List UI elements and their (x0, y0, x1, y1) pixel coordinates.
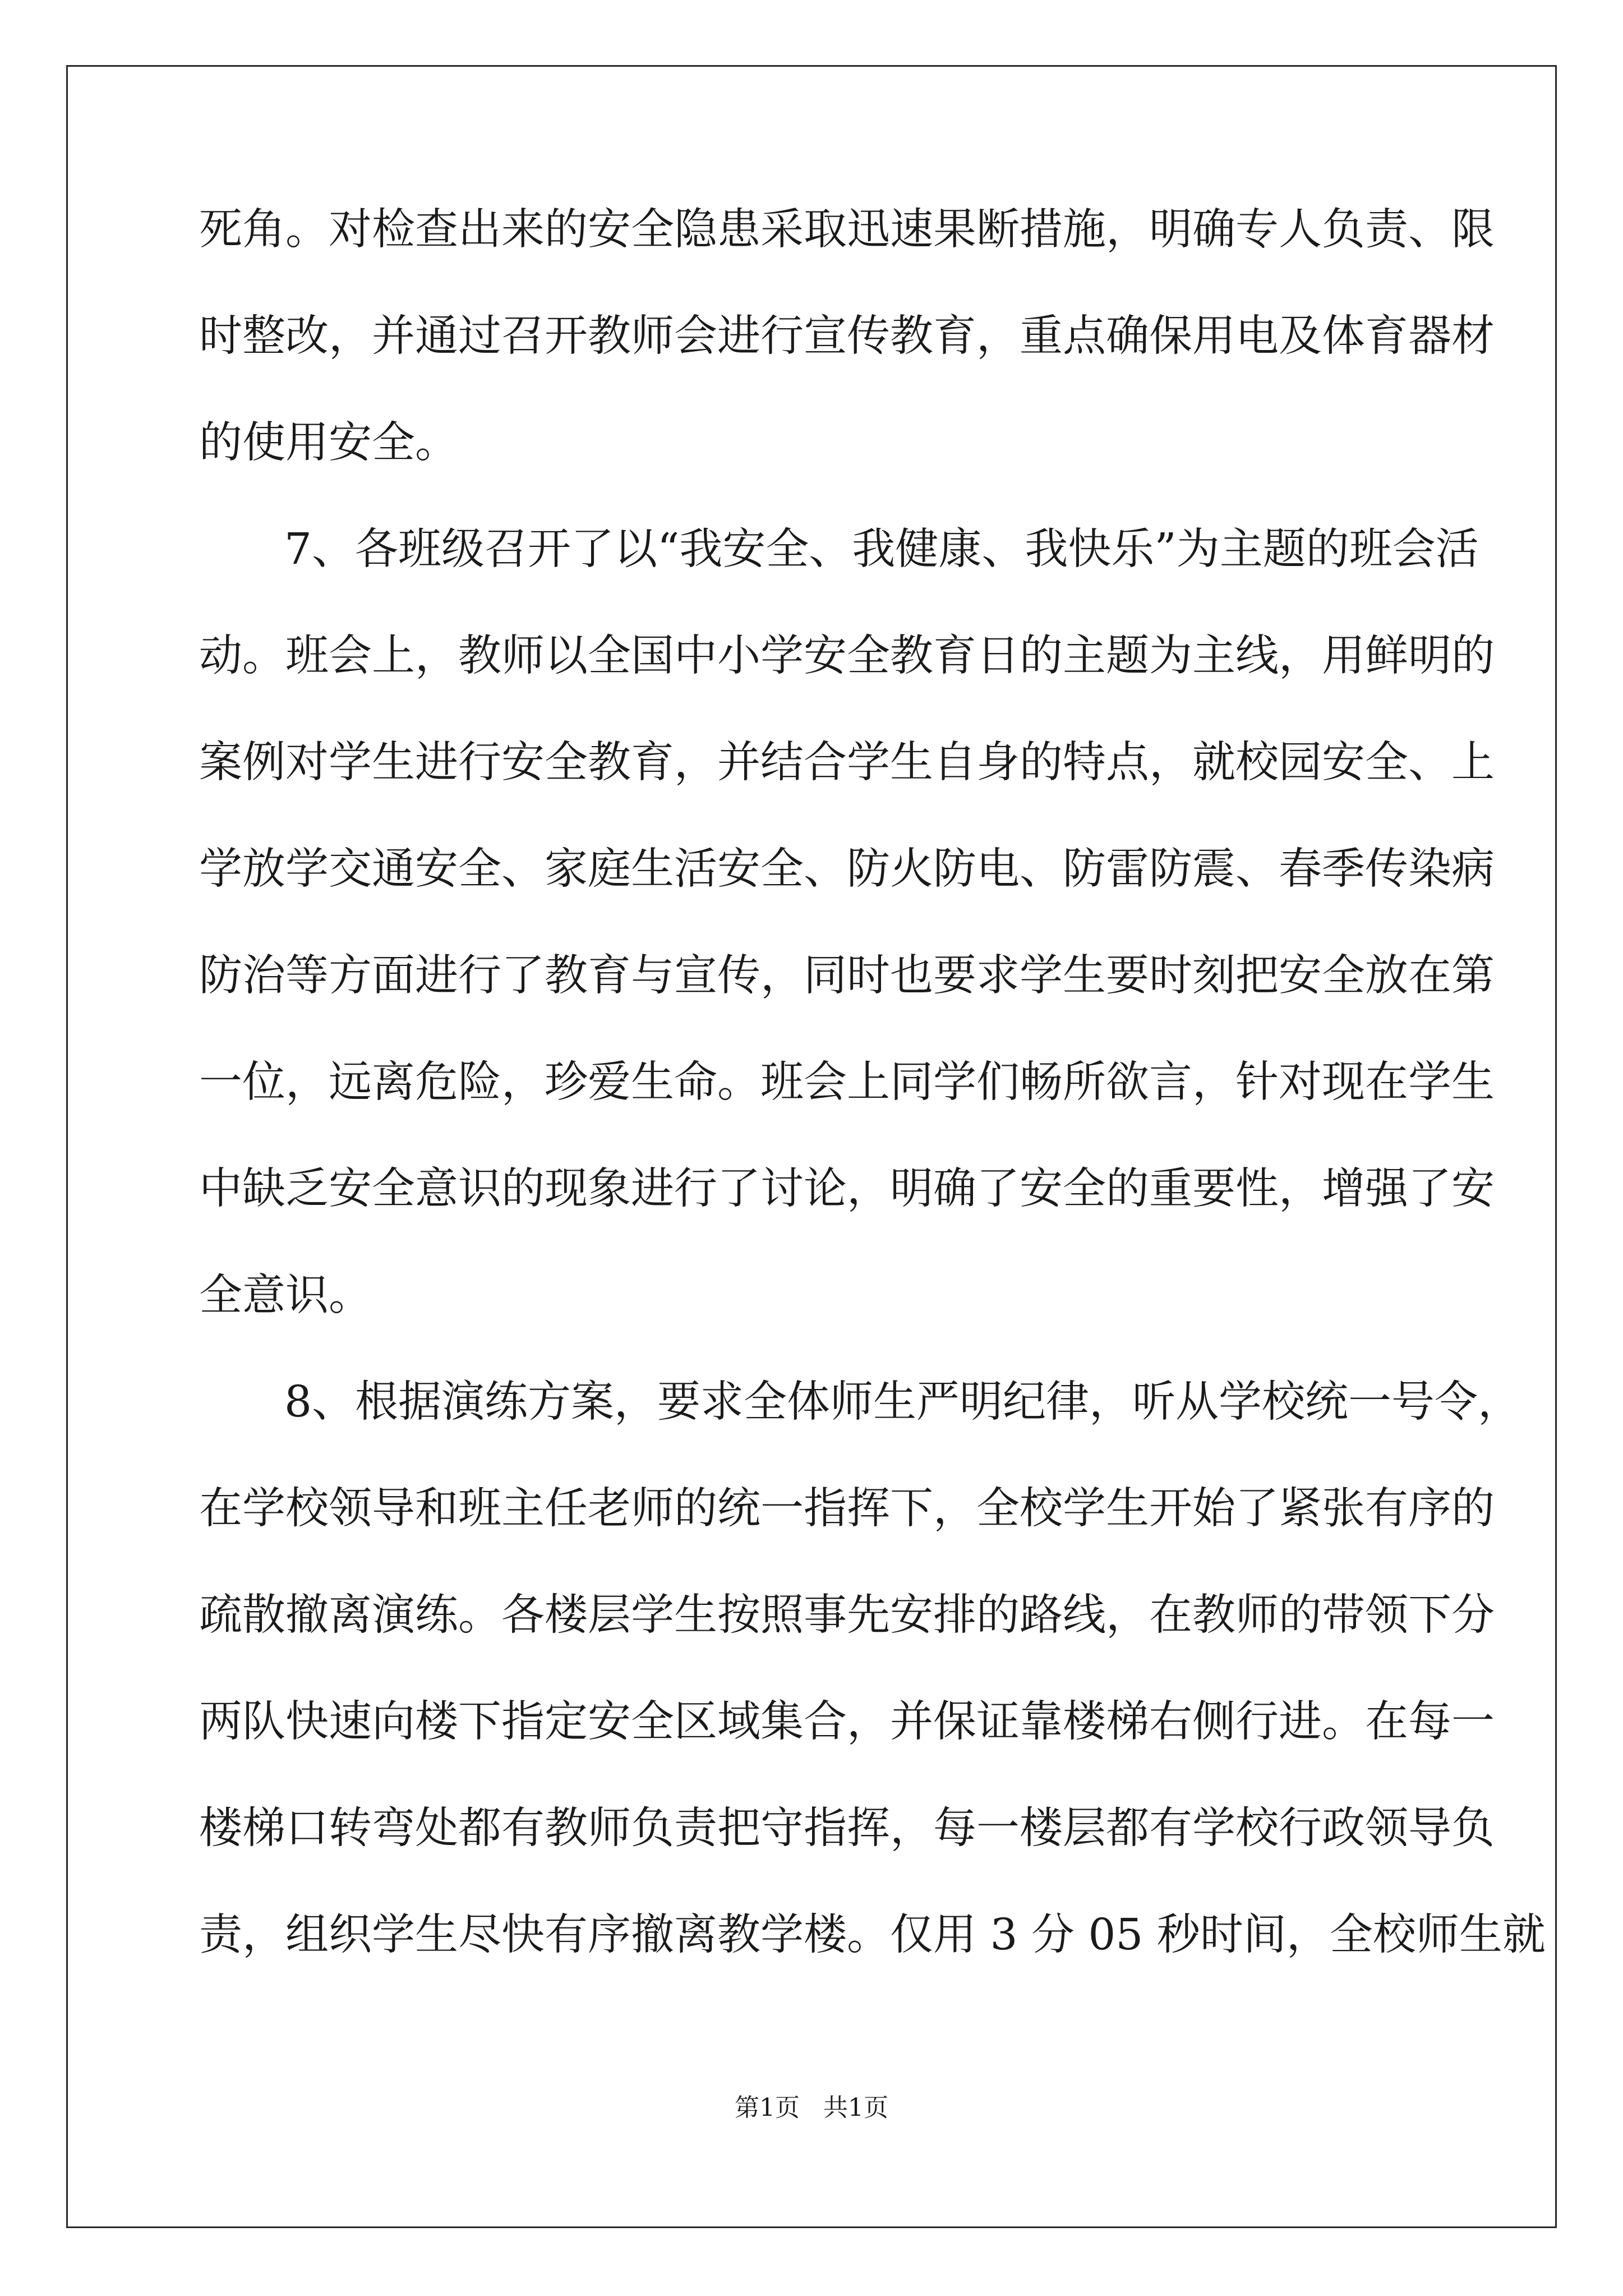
text-line: 中缺乏安全意识的现象进行了讨论，明确了安全的重要性，增强了安 (199, 1164, 1495, 1214)
text-line: 的使用安全。 (199, 418, 458, 468)
text-line: 楼梯口转弯处都有教师负责把守指挥，每一楼层都有学校行政领导负 (199, 1803, 1495, 1853)
text-line: 学放学交通安全、家庭生活安全、防火防电、防雷防震、春季传染病 (199, 844, 1495, 894)
text-line: 防治等方面进行了教育与宣传，同时也要求学生要时刻把安全放在第 (199, 951, 1495, 1001)
text-line: 7、各班级召开了以“我安全、我健康、我快乐”为主题的班会活 (284, 524, 1479, 574)
text-line: 时整改，并通过召开教师会进行宣传教育，重点确保用电及体育器材 (199, 311, 1495, 361)
paragraph-8 (199, 1374, 1546, 2014)
text-line: 8、根据演练方案，要求全体师生严明纪律，听从学校统一号令， (284, 1377, 1521, 1427)
document-body (199, 202, 1546, 2014)
paragraph-1 (199, 202, 1495, 522)
text-line: 一位，远离危险，珍爱生命。班会上同学们畅所欲言，针对现在学生 (199, 1057, 1495, 1107)
paragraph-7 (199, 522, 1495, 1374)
text-line: 全意识。 (199, 1271, 372, 1320)
text-line: 案例对学生进行安全教育，并结合学生自身的特点，就校园安全、上 (199, 738, 1495, 788)
page-footer (0, 2091, 1623, 2125)
text-line: 两队快速向楼下指定安全区域集合，并保证靠楼梯右侧行进。在每一 (199, 1697, 1495, 1747)
total-pages: 共1页 (823, 2093, 888, 2122)
text-line: 动。班会上，教师以全国中小学安全教育日的主题为主线，用鲜明的 (199, 631, 1495, 681)
text-line: 在学校领导和班主任老师的统一指挥下，全校学生开始了紧张有序的 (199, 1484, 1495, 1534)
text-line: 疏散撤离演练。各楼层学生按照事先安排的路线，在教师的带领下分 (199, 1590, 1495, 1640)
page-number: 第1页 (735, 2093, 800, 2122)
text-line: 责，组织学生尽快有序撤离教学楼。仅用 3 分 05 秒时间，全校师生就 (199, 1910, 1546, 1960)
text-line: 死角。对检查出来的安全隐患采取迅速果断措施，明确专人负责、限 (199, 205, 1495, 255)
